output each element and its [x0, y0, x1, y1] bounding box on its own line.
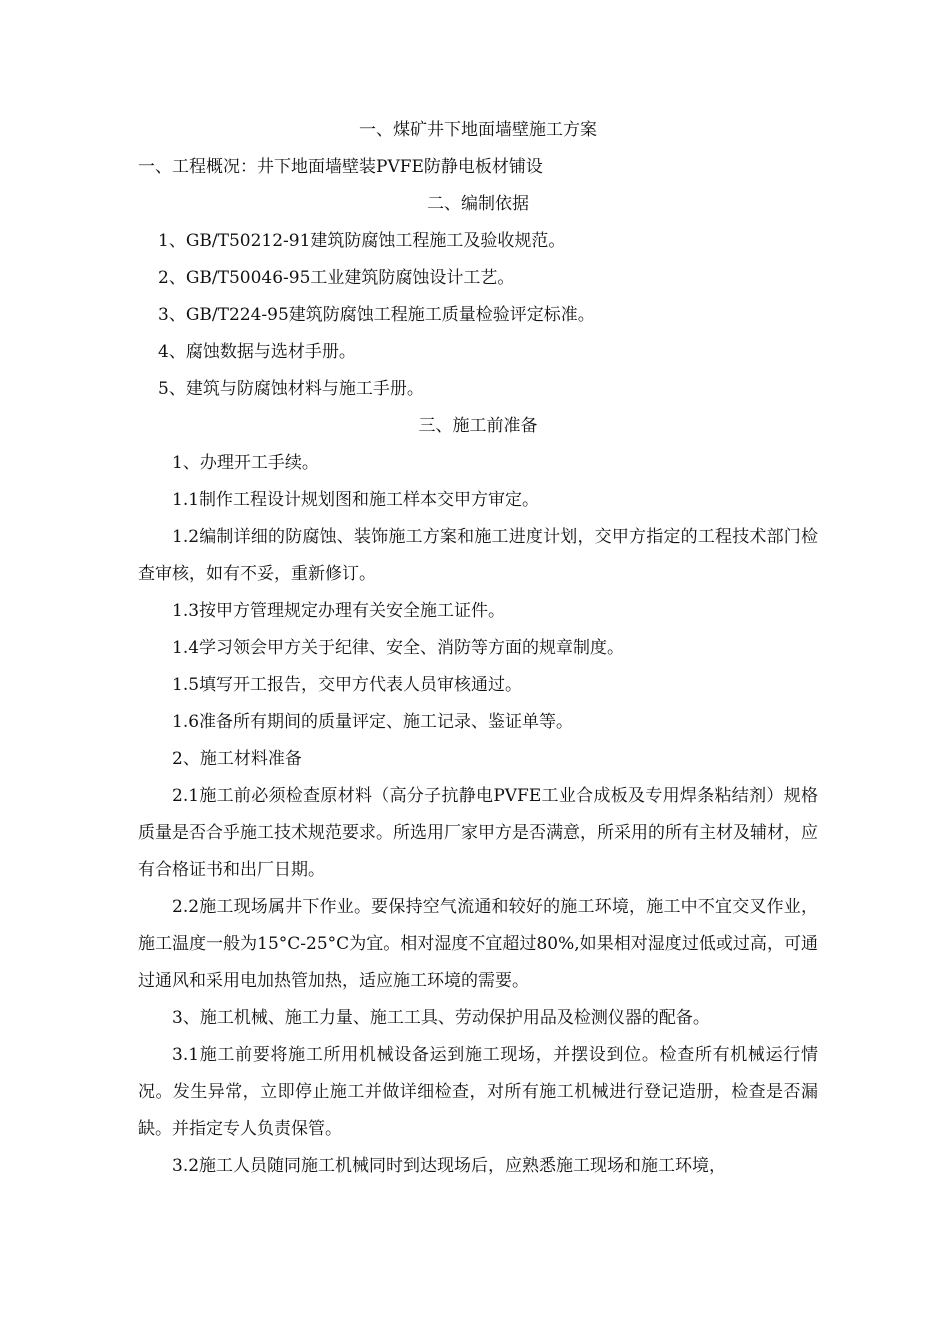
paragraph: 1.2编制详细的防腐蚀、装饰施工方案和施工进度计划，交甲方指定的工程技术部门检查审核，如有不妥，重新修订。 [138, 527, 818, 584]
paragraph: 1.5填写开工报告，交甲方代表人员审核通过。 [172, 675, 523, 695]
paragraph: 2.2施工现场属井下作业。要保持空气流通和较好的施工环境，施工中不宜交叉作业，施工温度一般为15°C-25°C为宜。相对湿度不宜超过80%,如果相对湿度过低或过高，可通过通风和采用电加热管加热，适应施工环境的需要。 [138, 897, 818, 991]
list-item: 4、腐蚀数据与选材手册。 [158, 342, 356, 362]
paragraph: 3.1施工前要将施工所用机械设备运到施工现场，并摆设到位。检查所有机械运行情况。发生异常，立即停止施工并做详细检查，对所有施工机械进行登记造册，检查是否漏缺。并指定专人负责保管。 [138, 1045, 818, 1139]
paragraph: 2、施工材料准备 [172, 749, 302, 769]
paragraph: 1.3按甲方管理规定办理有关安全施工证件。 [172, 601, 506, 621]
overview-line: 一、工程概况：井下地面墙壁装PVFE防静电板材铺设 [138, 157, 543, 177]
document-page [138, 112, 818, 1185]
paragraph: 3.2施工人员随同施工机械同时到达现场后，应熟悉施工现场和施工环境， [172, 1156, 727, 1176]
list-item: 1、GB/T50212-91建筑防腐蚀工程施工及验收规范。 [158, 231, 566, 251]
paragraph: 1.1制作工程设计规划图和施工样本交甲方审定。 [172, 490, 540, 510]
paragraph: 1.6准备所有期间的质量评定、施工记录、鉴证单等。 [172, 712, 574, 732]
section-heading-basis: 二、编制依据 [427, 194, 529, 214]
paragraph: 2.1施工前必须检查原材料（高分子抗静电PVFE工业合成板及专用焊条粘结剂）规格质量是否合乎施工技术规范要求。所选用厂家甲方是否满意，所采用的所有主材及辅材，应有合格证书和出厂日期。 [138, 786, 818, 880]
document-title: 一、煤矿井下地面墙壁施工方案 [359, 120, 597, 140]
paragraph: 1、办理开工手续。 [172, 453, 319, 473]
paragraph: 3、施工机械、施工力量、施工工具、劳动保护用品及检测仪器的配备。 [172, 1008, 710, 1028]
section-heading-preparation: 三、施工前准备 [418, 416, 538, 436]
list-item: 3、GB/T224-95建筑防腐蚀工程施工质量检验评定标准。 [158, 305, 595, 325]
paragraph: 1.4学习领会甲方关于纪律、安全、消防等方面的规章制度。 [172, 638, 625, 658]
list-item: 2、GB/T50046-95工业建筑防腐蚀设计工艺。 [158, 268, 515, 288]
list-item: 5、建筑与防腐蚀材料与施工手册。 [158, 379, 424, 399]
